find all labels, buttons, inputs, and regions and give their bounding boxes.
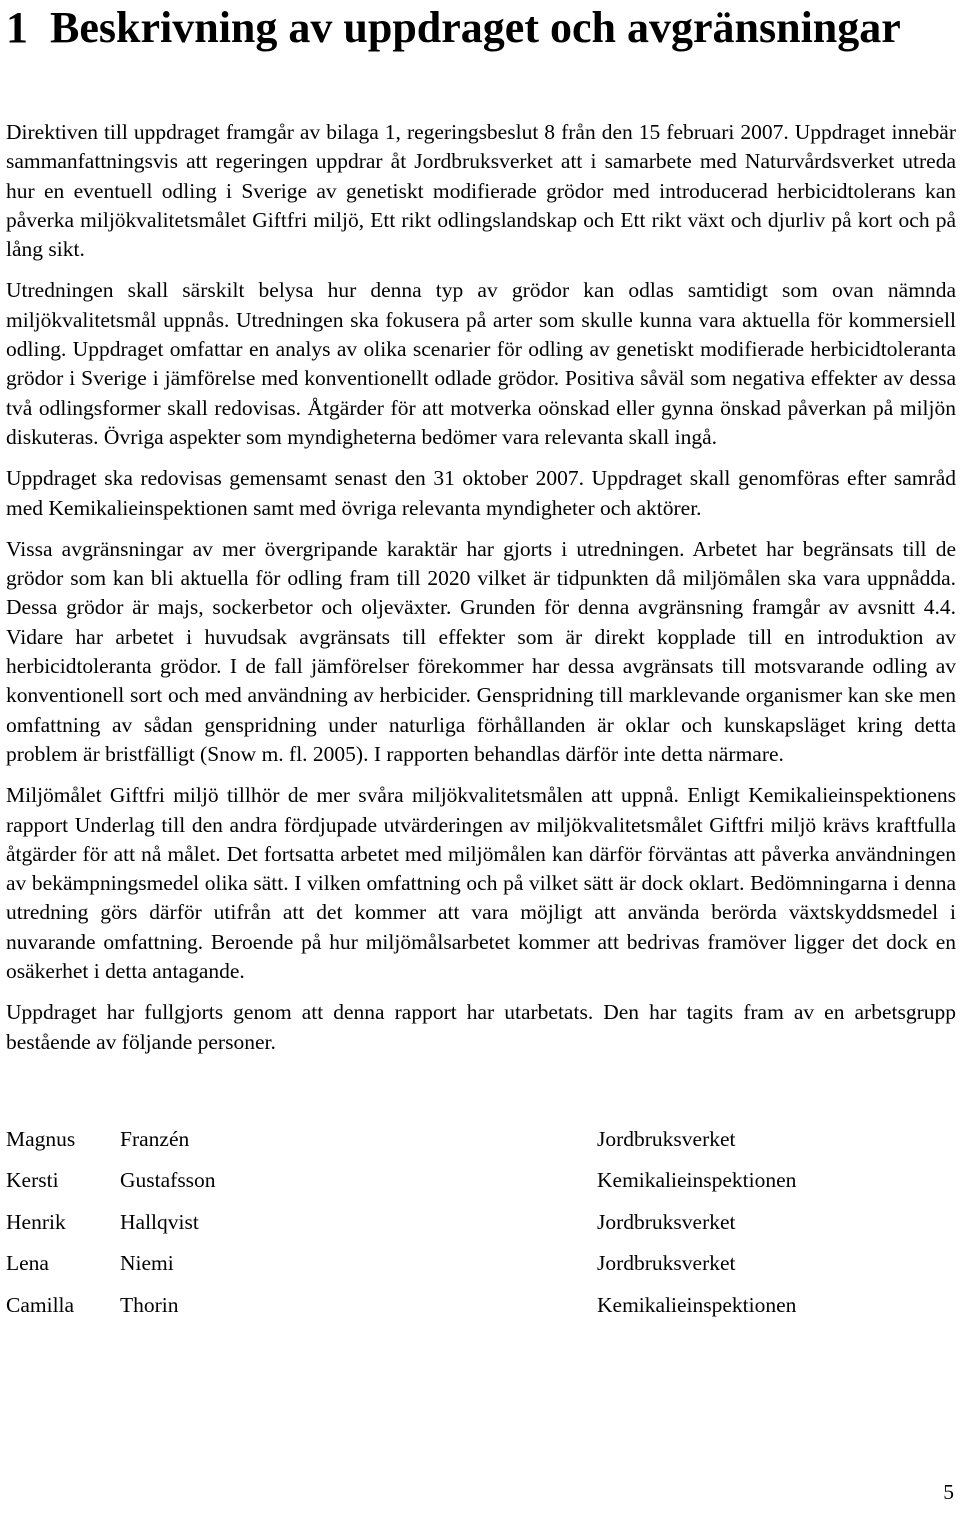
section-heading xyxy=(6,0,956,56)
member-last-name: Niemi xyxy=(120,1251,174,1276)
table-row xyxy=(6,1243,947,1285)
member-first-name: Camilla xyxy=(6,1292,75,1317)
table-row xyxy=(6,1202,947,1244)
member-first-name: Kersti xyxy=(6,1168,59,1193)
table-row xyxy=(6,1160,947,1202)
paragraph-investigation: Utredningen skall särskilt belysa hur denna typ av grödor kan odlas samtidigt som ovan nämnda miljökvalitetsmål uppnås. Utredningen ska fokusera på arter som skulle kunna vara aktuella för kommersiell odling. Uppdraget omfattar en analys av olika scenarier för odling av genetiskt modifierade herbicidtoleranta grödor i Sverige i jämförelse med konventionellt odlade grödor. Positiva såväl som negativa effekter av dessa två odlingsformer skall redovisas. Åtgärder för att motverka oönskad eller gynna önskad påverkan på miljön diskuteras. Övriga aspekter som myndigheterna bedömer vara relevanta skall ingå. xyxy=(6,278,956,449)
table-row xyxy=(6,1119,947,1161)
section-title: Beskrivning av uppdraget och avgränsningar xyxy=(50,3,901,52)
paragraph-delimitations: Vissa avgränsningar av mer övergripande karaktär har gjorts i utredningen. Arbetet har begränsats till de grödor som kan bli aktuella för odling fram till 2020 vilket är tidpunkten då miljömålen ska vara uppnådda. Dessa grödor är majs, sockerbetor och oljeväxter. Grunden för denna avgränsning framgår av avsnitt 4.4. Vidare har arbetet i huvudsak avgränsats till effekter som är direkt kopplade till en introduktion av herbicidtoleranta grödor. I de fall jämförelser förekommer har dessa avgränsats till motsvarande odling av konventionell sort och med användning av herbicider. Genspridning till marklevande organismer kan ske men omfattning av sådan genspridning under naturliga förhållanden är oklar och kunskapsläget kring detta problem är bristfälligt (Snow m. fl. 2005). I rapporten behandlas därför inte detta närmare. xyxy=(6,536,956,766)
member-organization: Kemikalieinspektionen xyxy=(597,1168,797,1193)
member-last-name: Gustafsson xyxy=(120,1168,216,1193)
member-organization: Jordbruksverket xyxy=(597,1209,736,1234)
table-row xyxy=(6,1285,947,1327)
member-last-name: Thorin xyxy=(120,1292,179,1317)
member-first-name: Henrik xyxy=(6,1209,66,1234)
member-organization: Kemikalieinspektionen xyxy=(597,1292,797,1317)
member-last-name: Franzén xyxy=(120,1126,190,1151)
member-organization: Jordbruksverket xyxy=(597,1251,736,1276)
paragraph-directives: Direktiven till uppdraget framgår av bilaga 1, regeringsbeslut 8 från den 15 februari 2007. Uppdraget innebär sammanfattningsvis att regeringen uppdrar åt Jordbruksverket att i samarbete med Naturvårdsverket utreda hur en eventuell odling i Sverige av genetiskt modifierade grödor med introducerad herbicidtolerans kan påverka miljökvalitetsmålet Giftfri miljö, Ett rikt odlingslandskap och Ett rikt växt och djurliv på kort och på lång sikt. xyxy=(6,120,956,262)
paragraph-working-group: Uppdraget har fullgjorts genom att denna rapport har utarbetats. Den har tagits fram av en arbetsgrupp bestående av följande personer. xyxy=(6,1000,956,1054)
page-number: 5 xyxy=(943,1480,954,1504)
member-organization: Jordbruksverket xyxy=(597,1126,736,1151)
member-first-name: Lena xyxy=(6,1251,49,1276)
member-last-name: Hallqvist xyxy=(120,1209,199,1234)
working-group-table xyxy=(6,1119,947,1327)
paragraph-deadline: Uppdraget ska redovisas gemensamt senast den 31 oktober 2007. Uppdraget skall genomföras efter samråd med Kemikalieinspektionen samt med övriga relevanta myndigheter och aktörer. xyxy=(6,466,956,520)
paragraph-environmental-goal: Miljömålet Giftfri miljö tillhör de mer svåra miljökvalitetsmålen att uppnå. Enligt Kemikalieinspektionens rapport Underlag till den andra fördjupade utvärderingen av miljökvalitetsmålet Giftfri miljö krävs kraftfulla åtgärder för att nå målet. Det fortsatta arbetet med miljömålen kan därför förväntas att påverka användningen av bekämpningsmedel olika sätt. I vilken omfattning och på vilket sätt är dock oklart. Bedömningarna i denna utredning görs därför utifrån att det kommer att vara möjligt att använda berörda växtskyddsmedel i nuvarande omfattning. Beroende på hur miljömålsarbetet kommer att bedrivas framöver ligger det dock en osäkerhet i detta antagande. xyxy=(6,783,956,984)
section-number: 1 xyxy=(6,3,28,52)
document-page xyxy=(6,0,956,1326)
member-first-name: Magnus xyxy=(6,1126,76,1151)
